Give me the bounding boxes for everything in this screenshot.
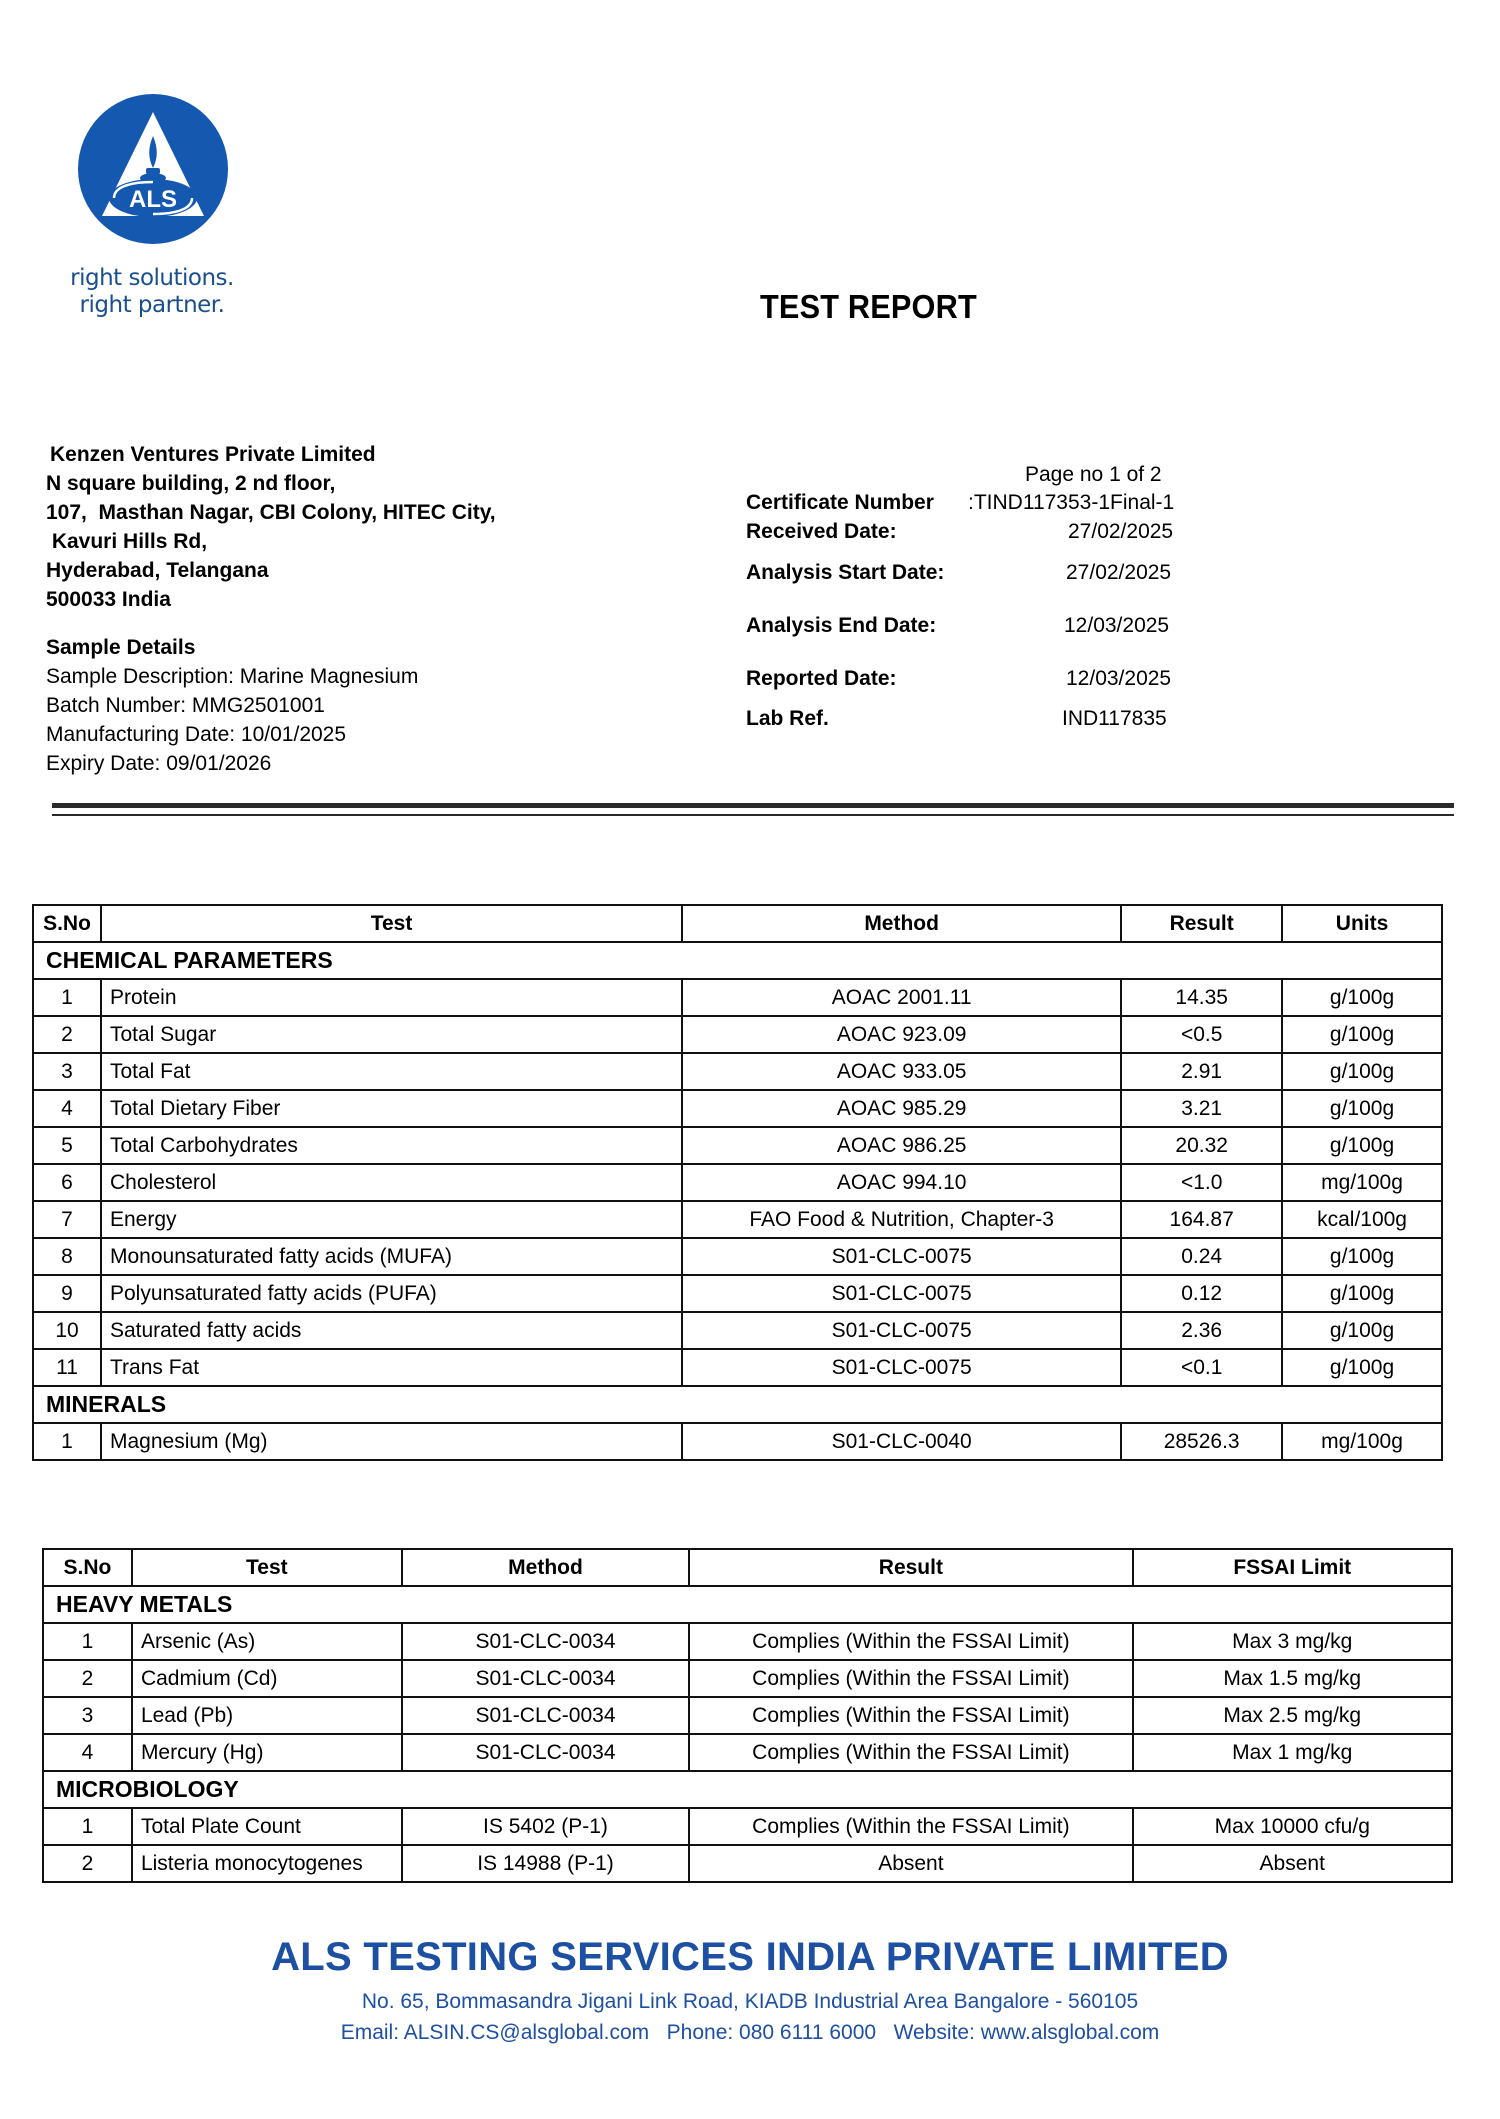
cell-units: g/100g bbox=[1282, 1349, 1442, 1386]
footer-contact: Email: ALSIN.CS@alsglobal.com Phone: 080 6111 6000 Website: www.alsglobal.com bbox=[340, 2021, 1160, 2044]
cell-result: <0.5 bbox=[1121, 1016, 1282, 1053]
table-row bbox=[33, 979, 1442, 1016]
cell-units: mg/100g bbox=[1282, 1423, 1442, 1460]
cell-result: 14.35 bbox=[1121, 979, 1282, 1016]
cell-units: kcal/100g bbox=[1282, 1201, 1442, 1238]
manufacturing-date: Manufacturing Date: 10/01/2025 bbox=[46, 723, 347, 746]
table-row bbox=[33, 1127, 1442, 1164]
cell-result: 2.91 bbox=[1121, 1053, 1282, 1090]
table-row bbox=[33, 1164, 1442, 1201]
section-title: HEAVY METALS bbox=[43, 1586, 1452, 1623]
customer-address-block bbox=[46, 440, 496, 614]
customer-name: Kenzen Ventures Private Limited bbox=[50, 443, 376, 466]
divider-thin bbox=[52, 814, 1454, 816]
cell-sno: 1 bbox=[43, 1623, 132, 1660]
cell-test: Polyunsaturated fatty acids (PUFA) bbox=[101, 1275, 682, 1312]
col-header-sno: S.No bbox=[43, 1549, 132, 1586]
cell-result: Absent bbox=[689, 1845, 1132, 1882]
table-row bbox=[33, 1201, 1442, 1238]
cell-units: g/100g bbox=[1282, 1016, 1442, 1053]
cell-units: g/100g bbox=[1282, 1090, 1442, 1127]
cell-test: Lead (Pb) bbox=[132, 1697, 402, 1734]
als-logo bbox=[78, 94, 228, 244]
reported-date-label: Reported Date: bbox=[746, 667, 897, 690]
cell-method: AOAC 923.09 bbox=[682, 1016, 1121, 1053]
col-header-method: Method bbox=[682, 905, 1121, 942]
cell-test: Arsenic (As) bbox=[132, 1623, 402, 1660]
address-line: Hyderabad, Telangana bbox=[46, 559, 269, 582]
cell-result: Complies (Within the FSSAI Limit) bbox=[689, 1808, 1132, 1845]
analysis-start-value: 27/02/2025 bbox=[1066, 561, 1172, 584]
certificate-number-value: :TIND117353-1Final-1 bbox=[968, 491, 1175, 514]
certificate-number-label: Certificate Number bbox=[746, 491, 934, 514]
table-row bbox=[33, 1423, 1442, 1460]
table-row bbox=[43, 1845, 1452, 1882]
heavy-metals-microbiology-table bbox=[42, 1548, 1453, 1883]
section-row-chemical bbox=[33, 942, 1442, 979]
cell-limit: Absent bbox=[1133, 1845, 1453, 1882]
cell-sno: 4 bbox=[33, 1090, 101, 1127]
cell-test: Mercury (Hg) bbox=[132, 1734, 402, 1771]
table-row bbox=[33, 1016, 1442, 1053]
cell-sno: 3 bbox=[33, 1053, 101, 1090]
cell-sno: 2 bbox=[33, 1016, 101, 1053]
cell-result: Complies (Within the FSSAI Limit) bbox=[689, 1734, 1132, 1771]
cell-method: AOAC 933.05 bbox=[682, 1053, 1121, 1090]
cell-method: S01-CLC-0075 bbox=[682, 1312, 1121, 1349]
page-number: Page no 1 of 2 bbox=[1025, 463, 1162, 486]
section-row-minerals bbox=[33, 1386, 1442, 1423]
table-row bbox=[43, 1808, 1452, 1845]
svg-text:ALS: ALS bbox=[129, 186, 177, 213]
divider-thick bbox=[52, 803, 1454, 808]
address-line: 500033 India bbox=[46, 588, 171, 611]
tagline-line-2: right partner. bbox=[79, 292, 225, 318]
cell-result: 3.21 bbox=[1121, 1090, 1282, 1127]
table-row bbox=[33, 1275, 1442, 1312]
cell-sno: 5 bbox=[33, 1127, 101, 1164]
col-header-units: Units bbox=[1282, 905, 1442, 942]
cell-result: 2.36 bbox=[1121, 1312, 1282, 1349]
cell-units: g/100g bbox=[1282, 1275, 1442, 1312]
analysis-end-label: Analysis End Date: bbox=[746, 614, 937, 637]
col-header-sno: S.No bbox=[33, 905, 101, 942]
cell-method: S01-CLC-0040 bbox=[682, 1423, 1121, 1460]
table-header-row bbox=[33, 905, 1442, 942]
cell-method: S01-CLC-0034 bbox=[402, 1697, 690, 1734]
table-row bbox=[33, 1312, 1442, 1349]
analysis-start-label: Analysis Start Date: bbox=[746, 561, 945, 584]
cell-units: mg/100g bbox=[1282, 1164, 1442, 1201]
cell-sno: 8 bbox=[33, 1238, 101, 1275]
cell-sno: 10 bbox=[33, 1312, 101, 1349]
cell-limit: Max 2.5 mg/kg bbox=[1133, 1697, 1453, 1734]
cell-limit: Max 10000 cfu/g bbox=[1133, 1808, 1453, 1845]
cell-test: Total Carbohydrates bbox=[101, 1127, 682, 1164]
cell-result: 0.12 bbox=[1121, 1275, 1282, 1312]
col-header-method: Method bbox=[402, 1549, 690, 1586]
cell-result: 28526.3 bbox=[1121, 1423, 1282, 1460]
cell-sno: 9 bbox=[33, 1275, 101, 1312]
chemical-minerals-table bbox=[32, 904, 1443, 1461]
cell-sno: 1 bbox=[43, 1808, 132, 1845]
cell-result: 0.24 bbox=[1121, 1238, 1282, 1275]
cell-limit: Max 1.5 mg/kg bbox=[1133, 1660, 1453, 1697]
cell-sno: 4 bbox=[43, 1734, 132, 1771]
col-header-test: Test bbox=[132, 1549, 402, 1586]
cell-method: AOAC 986.25 bbox=[682, 1127, 1121, 1164]
cell-units: g/100g bbox=[1282, 1127, 1442, 1164]
cell-method: IS 5402 (P-1) bbox=[402, 1808, 690, 1845]
lab-ref-value: IND117835 bbox=[1062, 707, 1167, 730]
cell-method: S01-CLC-0034 bbox=[402, 1734, 690, 1771]
cell-method: AOAC 2001.11 bbox=[682, 979, 1121, 1016]
cell-sno: 11 bbox=[33, 1349, 101, 1386]
col-header-result: Result bbox=[1121, 905, 1282, 942]
col-header-result: Result bbox=[689, 1549, 1132, 1586]
cell-sno: 6 bbox=[33, 1164, 101, 1201]
table-row bbox=[43, 1660, 1452, 1697]
cell-method: S01-CLC-0075 bbox=[682, 1349, 1121, 1386]
section-title: MICROBIOLOGY bbox=[43, 1771, 1452, 1808]
batch-number: Batch Number: MMG2501001 bbox=[46, 694, 325, 717]
cell-units: g/100g bbox=[1282, 1053, 1442, 1090]
cell-test: Total Plate Count bbox=[132, 1808, 402, 1845]
cell-test: Trans Fat bbox=[101, 1349, 682, 1386]
cell-test: Saturated fatty acids bbox=[101, 1312, 682, 1349]
sample-details-heading: Sample Details bbox=[46, 636, 196, 659]
cell-method: AOAC 985.29 bbox=[682, 1090, 1121, 1127]
cell-method: S01-CLC-0034 bbox=[402, 1623, 690, 1660]
address-line: 107, Masthan Nagar, CBI Colony, HITEC City, bbox=[46, 501, 496, 524]
cell-limit: Max 3 mg/kg bbox=[1133, 1623, 1453, 1660]
col-header-test: Test bbox=[101, 905, 682, 942]
cell-test: Monounsaturated fatty acids (MUFA) bbox=[101, 1238, 682, 1275]
cell-test: Total Dietary Fiber bbox=[101, 1090, 682, 1127]
page-title: TEST REPORT bbox=[760, 288, 977, 325]
cell-method: IS 14988 (P-1) bbox=[402, 1845, 690, 1882]
table-row bbox=[33, 1053, 1442, 1090]
lab-ref-label: Lab Ref. bbox=[746, 707, 829, 730]
section-row-microbiology bbox=[43, 1771, 1452, 1808]
sample-details-block bbox=[46, 633, 418, 778]
cell-test: Cholesterol bbox=[101, 1164, 682, 1201]
table-row bbox=[33, 1349, 1442, 1386]
als-flame-triangle-icon bbox=[78, 94, 228, 244]
sample-description: Sample Description: Marine Magnesium bbox=[46, 665, 419, 688]
cell-result: <0.1 bbox=[1121, 1349, 1282, 1386]
reported-date-value: 12/03/2025 bbox=[1066, 667, 1172, 690]
table-row bbox=[43, 1697, 1452, 1734]
cell-sno: 1 bbox=[33, 979, 101, 1016]
cell-result: Complies (Within the FSSAI Limit) bbox=[689, 1623, 1132, 1660]
cell-result: 20.32 bbox=[1121, 1127, 1282, 1164]
cell-test: Total Sugar bbox=[101, 1016, 682, 1053]
cell-units: g/100g bbox=[1282, 979, 1442, 1016]
cell-limit: Max 1 mg/kg bbox=[1133, 1734, 1453, 1771]
footer-address: No. 65, Bommasandra Jigani Link Road, KIADB Industrial Area Bangalore - 560105 bbox=[361, 1990, 1139, 2013]
section-title: CHEMICAL PARAMETERS bbox=[33, 942, 1442, 979]
cell-method: S01-CLC-0034 bbox=[402, 1660, 690, 1697]
cell-test: Total Fat bbox=[101, 1053, 682, 1090]
cell-test: Listeria monocytogenes bbox=[132, 1845, 402, 1882]
cell-test: Cadmium (Cd) bbox=[132, 1660, 402, 1697]
analysis-end-value: 12/03/2025 bbox=[1064, 614, 1170, 637]
cell-sno: 7 bbox=[33, 1201, 101, 1238]
col-header-fssai-limit: FSSAI Limit bbox=[1133, 1549, 1453, 1586]
cell-test: Magnesium (Mg) bbox=[101, 1423, 682, 1460]
cell-test: Protein bbox=[101, 979, 682, 1016]
table-row bbox=[33, 1238, 1442, 1275]
cell-units: g/100g bbox=[1282, 1312, 1442, 1349]
cell-method: S01-CLC-0075 bbox=[682, 1275, 1121, 1312]
cell-method: S01-CLC-0075 bbox=[682, 1238, 1121, 1275]
address-line: Kavuri Hills Rd, bbox=[46, 530, 208, 553]
cell-result: Complies (Within the FSSAI Limit) bbox=[689, 1660, 1132, 1697]
received-date-value: 27/02/2025 bbox=[1068, 520, 1174, 543]
address-line: N square building, 2 nd floor, bbox=[46, 472, 336, 495]
cell-sno: 1 bbox=[33, 1423, 101, 1460]
tagline-line-1: right solutions. bbox=[70, 265, 234, 291]
cell-sno: 2 bbox=[43, 1845, 132, 1882]
cell-result: <1.0 bbox=[1121, 1164, 1282, 1201]
section-row-heavy-metals bbox=[43, 1586, 1452, 1623]
cell-method: FAO Food & Nutrition, Chapter-3 bbox=[682, 1201, 1121, 1238]
cell-units: g/100g bbox=[1282, 1238, 1442, 1275]
cell-result: Complies (Within the FSSAI Limit) bbox=[689, 1697, 1132, 1734]
table-row bbox=[33, 1090, 1442, 1127]
cell-sno: 3 bbox=[43, 1697, 132, 1734]
cell-test: Energy bbox=[101, 1201, 682, 1238]
table-header-row bbox=[43, 1549, 1452, 1586]
logo-tagline bbox=[62, 265, 242, 319]
received-date-label: Received Date: bbox=[746, 520, 897, 543]
cell-sno: 2 bbox=[43, 1660, 132, 1697]
cell-method: AOAC 994.10 bbox=[682, 1164, 1121, 1201]
table-row bbox=[43, 1734, 1452, 1771]
table-row bbox=[43, 1623, 1452, 1660]
section-title: MINERALS bbox=[33, 1386, 1442, 1423]
cell-result: 164.87 bbox=[1121, 1201, 1282, 1238]
footer-company-name: ALS TESTING SERVICES INDIA PRIVATE LIMITED bbox=[271, 1935, 1229, 1979]
expiry-date: Expiry Date: 09/01/2026 bbox=[46, 752, 272, 775]
